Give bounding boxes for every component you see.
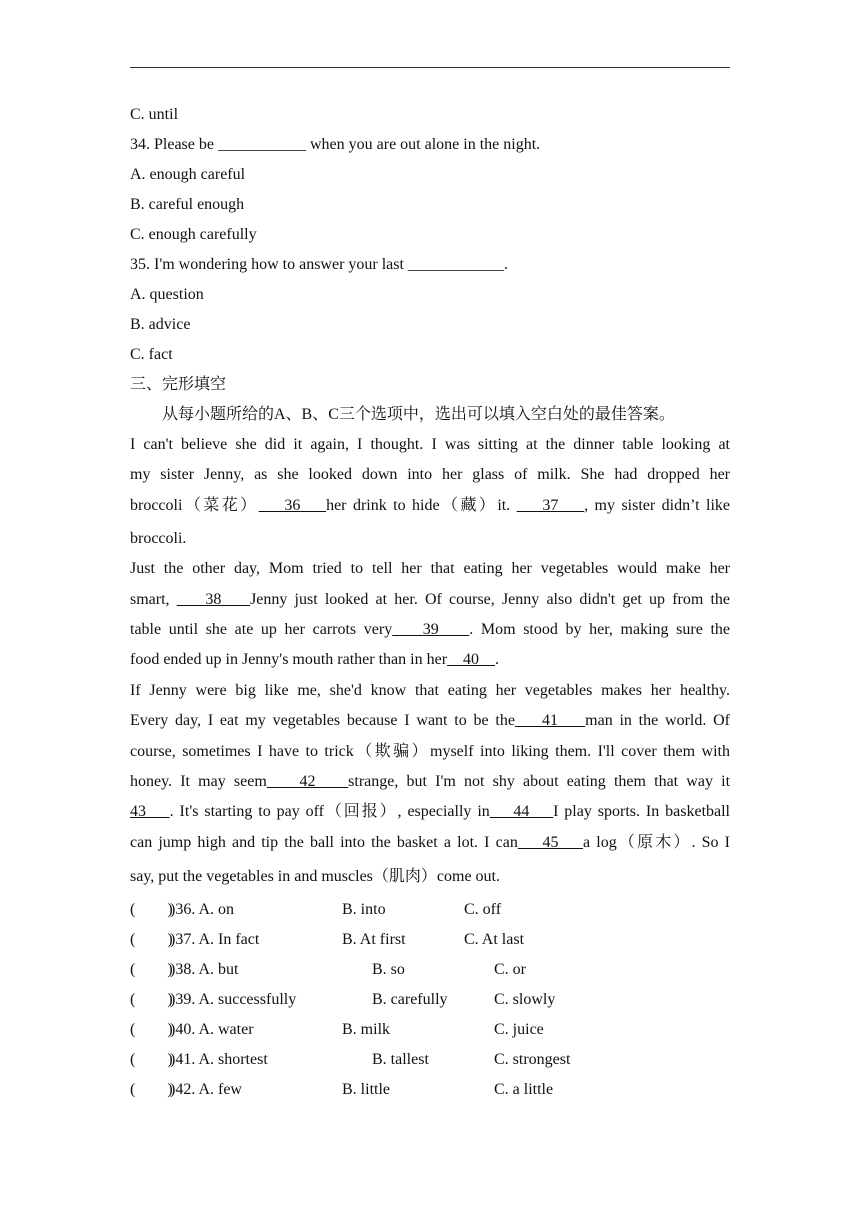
blank-44: 44 — [489, 803, 554, 821]
passage-line: I can't believe she did it again, I thought. I was sitting at the dinner table looking at — [130, 436, 730, 453]
cloze-options — [130, 898, 730, 1108]
blank-42: 42 — [266, 772, 349, 790]
option-row-42: ( ) )42. A. few B. little C. a little — [130, 1081, 554, 1099]
blank-37: 37 — [516, 496, 585, 514]
passage-line: food ended up in Jenny's mouth rather than in her 40 . — [130, 651, 500, 669]
document-body — [130, 103, 730, 1108]
blank-39: 39 — [392, 620, 470, 638]
option-row-40: ( ) )40. A. water B. milk C. juice — [130, 1021, 544, 1039]
passage-line: smart, 38 Jenny just looked at her. Of course, Jenny also didn't get up from the — [130, 590, 731, 608]
passage-line: say, put the vegetables in and muscles（肌肉）come out. — [130, 867, 500, 885]
q35-option-c: C. fact — [130, 346, 173, 363]
passage-line: broccoli（菜花） 36 her drink to hide（藏）it. 37 , my sister didn’t like — [130, 496, 731, 514]
passage-line: table until she ate up her carrots very 39 . Mom stood by her, making sure the — [130, 620, 731, 638]
passage-line: broccoli. — [130, 529, 187, 547]
blank-36: 36 — [258, 496, 327, 514]
passage-line: honey. It may seem 42 strange, but I'm not shy about eating them that way it — [130, 772, 731, 790]
passage-line: If Jenny were big like me, she'd know that eating her vegetables makes her healthy. — [130, 681, 730, 699]
question-34-stem: 34. Please be ___________ when you are out alone in the night. — [130, 136, 541, 153]
question-35-stem: 35. I'm wondering how to answer your last ____________. — [130, 256, 508, 273]
option-row-38: ( ) )38. A. but B. so C. or — [130, 961, 526, 979]
prev-option-c: C. until — [130, 106, 179, 123]
passage-line: Every day, I eat my vegetables because I want to be the 41 man in the world. Of — [130, 712, 730, 730]
option-row-39: ( ) )39. A. successfully B. carefully C. slowly — [130, 991, 556, 1009]
blank-38: 38 — [176, 590, 251, 608]
blank-45: 45 — [517, 833, 584, 851]
passage-line: my sister Jenny, as she looked down into her glass of milk. She had dropped her — [130, 466, 730, 484]
option-row-41: ( ) )41. A. shortest B. tallest C. strongest — [130, 1051, 571, 1069]
q35-option-b: B. advice — [130, 316, 191, 333]
blank-43: 43 — [130, 803, 170, 821]
q35-option-a: A. question — [130, 286, 204, 303]
q34-option-a: A. enough careful — [130, 166, 246, 183]
passage-line: can jump high and tip the ball into the basket a lot. I can 45 a log（原木）. So I — [130, 833, 731, 851]
option-row-37: ( ) )37. A. In fact B. At first C. At last — [130, 931, 525, 949]
cloze-passage — [130, 433, 730, 895]
blank-40: 40 — [447, 651, 496, 669]
q34-option-b: B. careful enough — [130, 196, 245, 213]
passage-line: Just the other day, Mom tried to tell her that eating her vegetables would make her — [130, 560, 730, 578]
q34-option-c: C. enough carefully — [130, 226, 257, 243]
passage-line: 43 . It's starting to pay off（回报）, especially in 44 I play sports. In basketball — [130, 803, 730, 821]
passage-line: course, sometimes I have to trick（欺骗）myself into liking them. I'll cover them with — [130, 742, 730, 760]
section-instruction: 从每小题所给的A、B、C三个选项中，选出可以填入空白处的最佳答案。 — [162, 406, 675, 423]
blank-41: 41 — [514, 712, 586, 730]
header-rule — [130, 67, 730, 68]
section-title: 三、完形填空 — [130, 376, 227, 393]
option-row-36: ( ) )36. A. on B. into C. off — [130, 901, 502, 919]
